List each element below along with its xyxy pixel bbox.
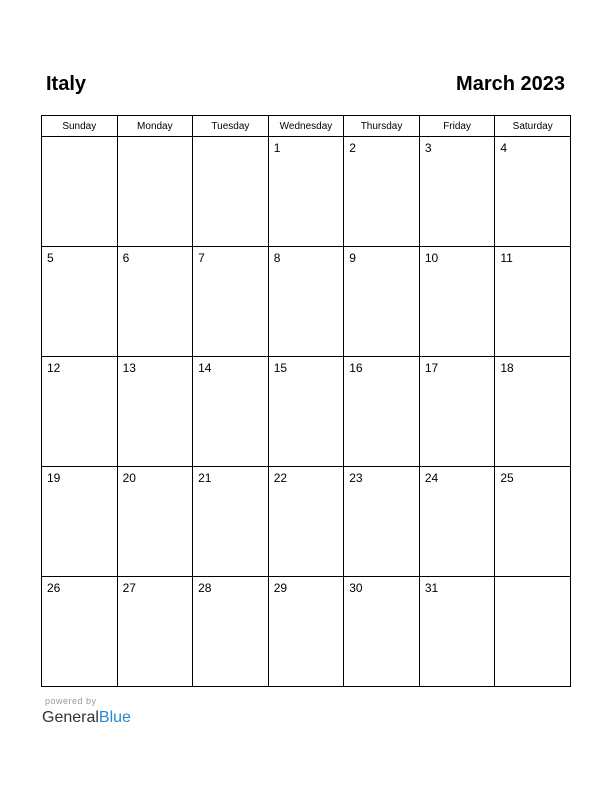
day-cell (344, 137, 420, 247)
day-cell (495, 467, 571, 577)
day-number: 19 (47, 471, 61, 485)
week-row (42, 467, 571, 577)
brand-name-part2: Blue (98, 709, 131, 726)
day-cell (344, 577, 420, 687)
day-number: 4 (500, 141, 508, 155)
day-cell (419, 247, 495, 357)
weekday-friday: Friday (419, 116, 495, 137)
day-number: 7 (198, 251, 205, 265)
week-row (42, 577, 571, 687)
brand-name-part1: General (42, 709, 99, 726)
day-number: 10 (424, 251, 439, 265)
day-number: 15 (273, 361, 288, 375)
day-number: 13 (122, 361, 136, 375)
day-cell (419, 467, 495, 577)
calendar-grid (41, 115, 571, 687)
day-cell (344, 357, 420, 467)
day-number (42, 137, 117, 141)
day-number (118, 137, 193, 141)
day-cell (419, 357, 495, 467)
day-cell (193, 137, 269, 247)
day-cell (193, 247, 269, 357)
day-number: 18 (500, 361, 514, 375)
day-cell (495, 357, 571, 467)
week-row (42, 137, 571, 247)
week-row (42, 357, 571, 467)
weekday-saturday: Saturday (495, 116, 571, 137)
day-number: 2 (349, 141, 356, 155)
day-number: 28 (198, 581, 212, 595)
weekday-thursday: Thursday (344, 116, 420, 137)
weekday-monday: Monday (117, 116, 193, 137)
day-number: 8 (273, 251, 281, 265)
day-cell (268, 137, 344, 247)
day-cell (268, 357, 344, 467)
country-title: Italy (46, 73, 87, 95)
day-cell (268, 247, 344, 357)
day-number: 29 (273, 581, 288, 595)
day-cell (193, 357, 269, 467)
day-cell (117, 357, 193, 467)
day-cell (419, 137, 495, 247)
day-cell (268, 577, 344, 687)
brand-logo (42, 708, 131, 728)
day-number: 31 (424, 581, 439, 595)
day-cell (42, 467, 118, 577)
day-cell (42, 137, 118, 247)
day-number: 17 (424, 361, 439, 375)
day-cell (117, 467, 193, 577)
day-number: 21 (198, 471, 212, 485)
day-number: 25 (500, 471, 514, 485)
day-cell (495, 247, 571, 357)
day-number: 5 (47, 251, 54, 265)
day-number: 27 (122, 581, 136, 595)
day-cell (344, 247, 420, 357)
day-cell (193, 467, 269, 577)
day-number: 9 (349, 251, 356, 265)
day-cell (344, 467, 420, 577)
day-cell (268, 467, 344, 577)
day-number: 22 (273, 471, 288, 485)
day-number: 26 (47, 581, 61, 595)
day-number: 12 (47, 361, 61, 375)
day-number (495, 577, 570, 581)
day-number: 11 (500, 251, 513, 265)
day-cell (117, 577, 193, 687)
day-number: 20 (122, 471, 136, 485)
day-cell (42, 357, 118, 467)
footer-branding (42, 696, 131, 728)
day-cell (419, 577, 495, 687)
weekday-tuesday: Tuesday (193, 116, 269, 137)
day-number: 24 (424, 471, 439, 485)
day-number: 16 (349, 361, 363, 375)
month-year-title: March 2023 (456, 73, 565, 95)
week-row (42, 247, 571, 357)
day-number: 3 (424, 141, 432, 155)
day-cell (117, 247, 193, 357)
day-number: 30 (349, 581, 363, 595)
day-number (193, 137, 268, 141)
weekday-sunday: Sunday (42, 116, 118, 137)
weekday-wednesday: Wednesday (268, 116, 344, 137)
powered-by-text: powered by (45, 696, 97, 706)
day-cell (193, 577, 269, 687)
day-cell (495, 137, 571, 247)
day-cell (495, 577, 571, 687)
day-number: 6 (122, 251, 130, 265)
day-number: 1 (273, 141, 281, 155)
day-cell (42, 577, 118, 687)
weekday-header-row (42, 116, 571, 137)
day-cell (117, 137, 193, 247)
day-number: 14 (198, 361, 212, 375)
day-cell (42, 247, 118, 357)
day-number: 23 (349, 471, 363, 485)
